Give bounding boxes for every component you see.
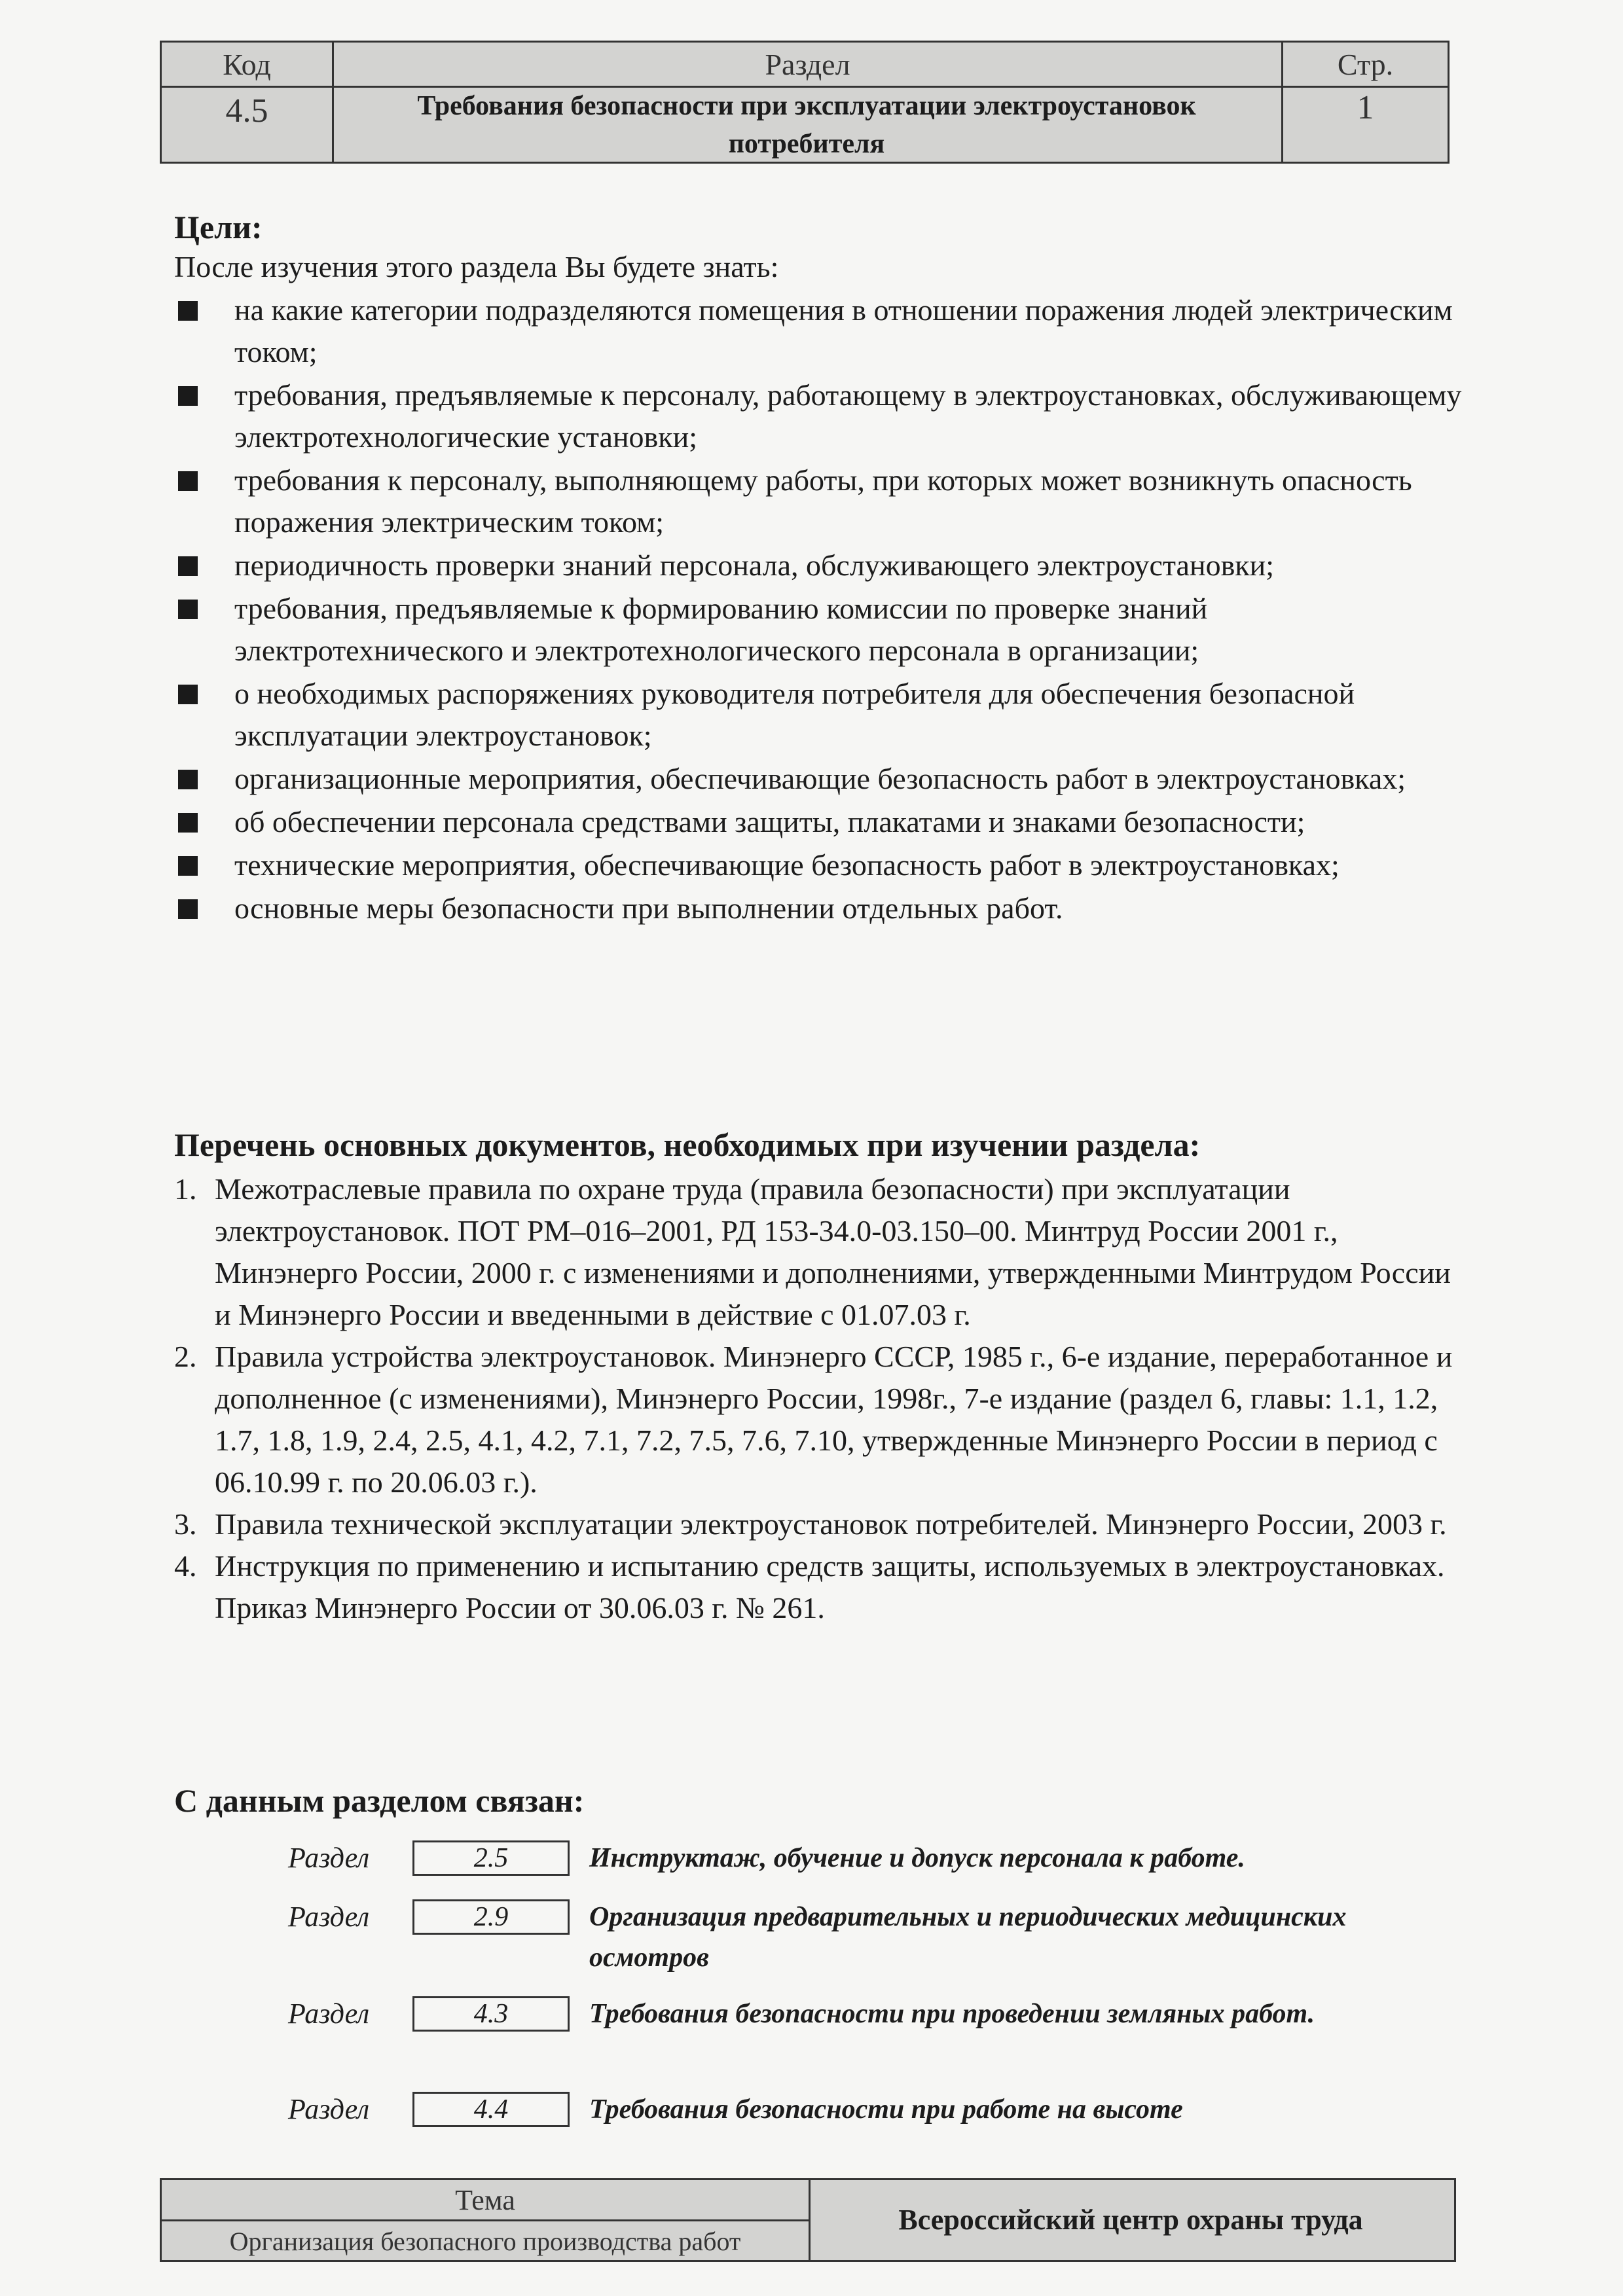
bullet-square-icon — [178, 813, 198, 833]
document-text: Межотраслевые правила по охране труда (правила безопасности) при эксплуатации электроустановок. ПОТ РМ–016–2001, РД 153-34.0-03.150–00. Минтруд России 2001 г., Минэнерго России, 2000 г. с изменениями и дополнениями, утвержденными Минтрудом России и Минэнерго России и введенными в действие с 01.07.03 г. — [215, 1172, 1451, 1331]
goal-item-text: технические мероприятия, обеспечивающие безопасность работ в электроустановках; — [234, 848, 1340, 882]
document-text: Правила технической эксплуатации электроустановок потребителей. Минэнерго России, 2003 г. — [215, 1507, 1447, 1541]
documents-list — [174, 1168, 1457, 1629]
organization-name: Всероссийский центр охраны труда — [898, 2204, 1363, 2236]
goal-item-text: о необходимых распоряжениях руководителя потребителя для обеспечения безопасной эксплуатации электроустановок; — [234, 677, 1355, 752]
document-number: 2. — [174, 1340, 197, 1373]
related-section-row — [288, 1994, 1440, 2079]
goals-list — [174, 289, 1470, 929]
document-number: 1. — [174, 1172, 197, 1206]
related-section-row — [288, 1897, 1440, 1982]
document-item — [174, 1545, 1457, 1629]
document-item — [174, 1336, 1457, 1503]
related-section-title: Организация предварительных и периодических медицинских осмотров — [589, 1902, 1347, 1973]
goals-intro: После изучения этого раздела Вы будете знать: — [174, 250, 779, 283]
section-label: Раздел — [765, 47, 850, 81]
related-section-code: 2.5 — [412, 1840, 570, 1876]
footer-table — [160, 2178, 1456, 2262]
document-item — [174, 1168, 1457, 1336]
document-number: 4. — [174, 1549, 197, 1583]
goal-item-text: на какие категории подразделяются помещения в отношении поражения людей электрическим током; — [234, 293, 1453, 368]
bullet-square-icon — [178, 386, 198, 406]
document-text: Инструкция по применению и испытанию средств защиты, используемых в электроустановках. Приказ Минэнерго России от 30.06.03 г. № 261. — [215, 1549, 1445, 1624]
goal-item-text: требования к персоналу, выполняющему работы, при которых может возникнуть опасность поражения электрическим током; — [234, 463, 1412, 539]
topic-label: Тема — [455, 2183, 515, 2216]
document-number: 3. — [174, 1507, 197, 1541]
goal-item-text: требования, предъявляемые к персоналу, работающему в электроустановках, обслуживающему электротехнологические установки; — [234, 378, 1462, 454]
related-section-code: 2.9 — [412, 1899, 570, 1935]
goals-heading: Цели: — [174, 209, 263, 245]
goal-item-text: требования, предъявляемые к формированию комиссии по проверке знаний электротехнического и электротехнологического персонала в организации; — [234, 592, 1208, 667]
related-section-code: 4.4 — [412, 2092, 570, 2127]
goal-item — [174, 758, 1470, 800]
header-table — [160, 41, 1450, 164]
goal-item — [174, 673, 1470, 757]
bullet-square-icon — [178, 685, 198, 704]
page-label: Стр. — [1337, 47, 1394, 81]
related-section-word: Раздел — [288, 1901, 370, 1933]
related-section-word: Раздел — [288, 1842, 370, 1874]
related-section-title: Инструктаж, обучение и допуск персонала к работе. — [589, 1843, 1245, 1873]
goal-item — [174, 844, 1470, 886]
topic-value: Организация безопасного производства работ — [229, 2226, 741, 2256]
related-heading: С данным разделом связан: — [174, 1782, 585, 1819]
document-item — [174, 1503, 1457, 1545]
bullet-square-icon — [178, 556, 198, 576]
goal-item — [174, 888, 1470, 929]
goal-item-text: основные меры безопасности при выполнении отдельных работ. — [234, 891, 1063, 925]
bullet-square-icon — [178, 770, 198, 789]
bullet-square-icon — [178, 899, 198, 919]
goal-item — [174, 289, 1470, 373]
documents-heading: Перечень основных документов, необходимых при изучении раздела: — [174, 1126, 1201, 1163]
section-title: Требования безопасности при эксплуатации электроустановок потребителя — [417, 91, 1196, 159]
section-code: 4.5 — [225, 92, 268, 130]
goal-item — [174, 545, 1470, 586]
related-section-row — [288, 2089, 1440, 2174]
document-text: Правила устройства электроустановок. Минэнерго СССР, 1985 г., 6-е издание, переработанное и дополненное (с изменениями), Минэнерго России, 1998г., 7-е издание (раздел 6, главы: 1.1, 1.2, 1.7, 1.8, 1.9, 2.4, 2.5, 4.1, 4.2, 7.1, 7.2, 7.5, 7.6, 7.10, утвержденные Минэнерго России в период с 06.10.99 г. по 20.06.03 г.). — [215, 1340, 1453, 1499]
goal-item — [174, 374, 1470, 458]
bullet-square-icon — [178, 301, 198, 321]
bullet-square-icon — [178, 471, 198, 491]
related-section-code: 4.3 — [412, 1996, 570, 2032]
goal-item — [174, 801, 1470, 843]
page-number: 1 — [1357, 88, 1374, 126]
related-section-word: Раздел — [288, 2093, 370, 2125]
bullet-square-icon — [178, 856, 198, 876]
goal-item — [174, 588, 1470, 672]
goal-item — [174, 459, 1470, 543]
goal-item-text: организационные мероприятия, обеспечивающие безопасность работ в электроустановках; — [234, 762, 1406, 795]
related-section-title: Требования безопасности при проведении земляных работ. — [589, 1999, 1315, 2029]
related-section-title: Требования безопасности при работе на высоте — [589, 2094, 1183, 2125]
bullet-square-icon — [178, 600, 198, 619]
related-section-word: Раздел — [288, 1998, 370, 2030]
code-label: Код — [223, 47, 271, 81]
goal-item-text: об обеспечении персонала средствами защиты, плакатами и знаками безопасности; — [234, 805, 1305, 838]
goal-item-text: периодичность проверки знаний персонала, обслуживающего электроустановки; — [234, 548, 1275, 582]
